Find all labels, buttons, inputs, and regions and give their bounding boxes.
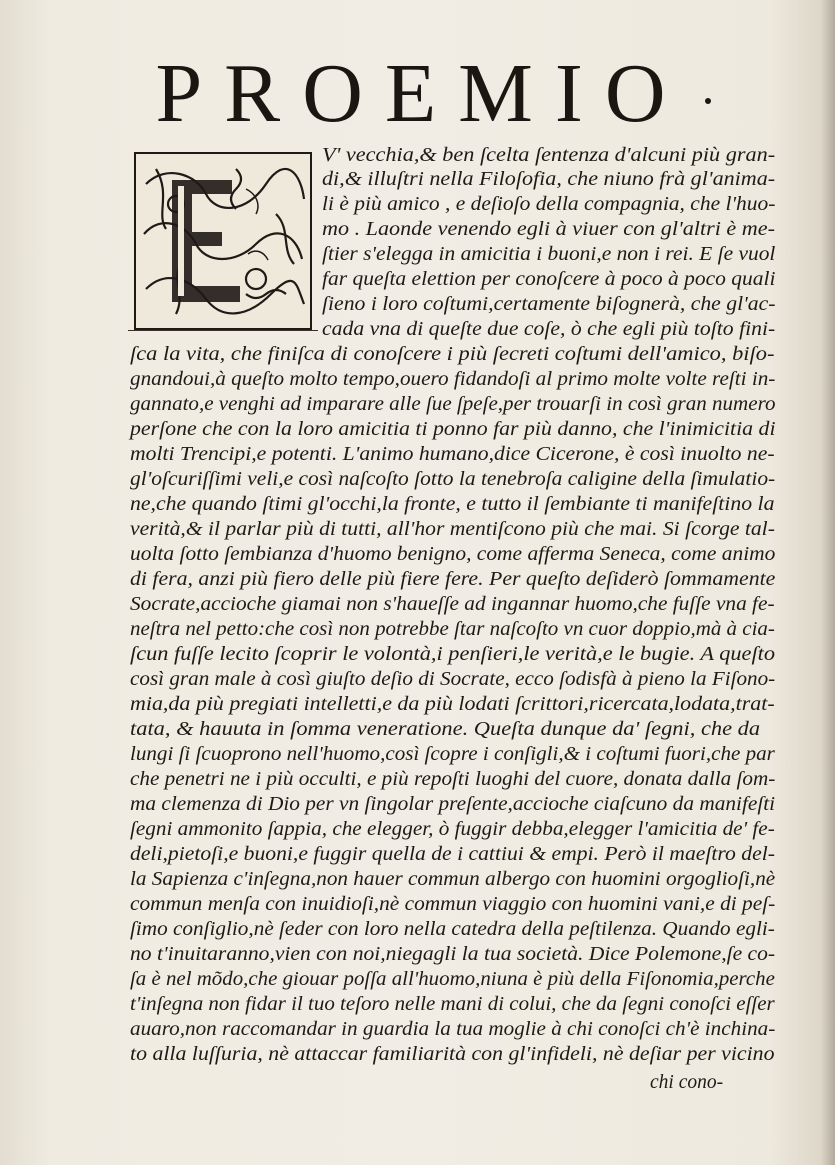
body-line: perſone che con la loro amicitia ti ponno far più danno, che l'inimicitia di bbox=[130, 419, 776, 440]
body-line: commun menſa con inuidioſi,nè commun viaggio con huomini vani,e di peſ- bbox=[130, 894, 776, 915]
decorated-initial bbox=[134, 152, 312, 330]
body-line: lungi ſi ſcuoprono nell'huomo,così ſcopre i conſigli,& i coſtumi fuori,che par bbox=[130, 744, 775, 765]
body-line: mia,da più pregiati intelletti,e da più lodati ſcrittori,ricercata,lodata,trat- bbox=[130, 694, 775, 715]
body-line: tata, & hauuta in ſomma veneratione. Queſta dunque da' ſegni, che da bbox=[130, 719, 761, 740]
body-line: no t'inuitaranno,vien con noi,niegagli la tua società. Dice Polemone,ſe co- bbox=[130, 944, 776, 965]
body-line: ma clemenza di Dio per vn ſingolar preſente,accioche ciaſcuno da manifeſti bbox=[130, 794, 776, 815]
body-line: ſtier s'elegga in amicitia i buoni,e non i rei. E ſe vuol bbox=[322, 244, 776, 265]
body-line: così gran male à così giuſto deſio di Socrate, ecco ſodisfà à pieno la Fiſono- bbox=[130, 669, 776, 690]
body-line: di fera, anzi più fiero delle più fiere fere. Per queſto deſiderò ſommamente bbox=[130, 569, 776, 590]
page-title: PROEMIO bbox=[155, 47, 688, 140]
body-line: uolta ſotto ſembianza d'huomo benigno, come afferma Seneca, come animo bbox=[130, 544, 776, 565]
decorated-initial-ornament-icon bbox=[136, 154, 310, 328]
body-line: V' vecchia,& ben ſcelta ſentenza d'alcuni più gran- bbox=[322, 145, 776, 166]
body-line: far queſta elettion per conoſcere à poco à poco quali bbox=[322, 269, 776, 290]
body-line: ſca la vita, che finiſca di conoſcere i più ſecreti coſtumi dell'amico, biſo- bbox=[130, 344, 775, 365]
body-line: ſa è nel mõdo,che giouar poſſa all'huomo,niuna è più della Fiſonomia,perche bbox=[130, 969, 775, 990]
body-line: cada vna di queſte due coſe, ò che egli più toſto fini- bbox=[322, 319, 776, 340]
body-line: neſtra nel petto:che così non potrebbe ſtar naſcoſto vn cuor doppio,mà à cia- bbox=[130, 619, 775, 640]
body-line: gnandoui,à queſto molto tempo,ouero fidandoſi al primo molte volte reſti in- bbox=[130, 369, 776, 390]
title-ornament-dot bbox=[705, 98, 711, 104]
body-line: di,& illuſtri nella Filoſofia, che niuno frà gl'anima- bbox=[322, 169, 776, 190]
body-line: Socrate,accioche giamai non s'haueſſe ad ingannar huomo,che fuſſe vna fe- bbox=[130, 594, 775, 615]
body-line: che penetri ne i più occulti, e più repoſti luoghi del cuore, donata dalla ſom- bbox=[130, 769, 776, 790]
body-line: verità,& il parlar più di tutti, all'hor mentiſcono più che mai. Si ſcorge tal- bbox=[130, 519, 775, 540]
body-line: t'inſegna non fidar il tuo teſoro nelle mani di colui, che da ſegni conoſci eſſer bbox=[130, 994, 775, 1015]
body-line: ſimo conſiglio,nè ſeder con loro nella catedra della peſtilenza. Quando egli- bbox=[130, 919, 775, 940]
catchword: chi cono- bbox=[650, 1072, 724, 1093]
body-line: mo . Laonde venendo egli à viuer con gl'altri è me- bbox=[322, 219, 775, 240]
body-line: la Sapienza c'inſegna,non hauer commun albergo con huomini orgoglioſi,nè bbox=[130, 869, 776, 890]
initial-underline bbox=[128, 330, 318, 331]
body-line: molti Trencipi,e potenti. L'animo humano,dice Cicerone, è così inuolto ne- bbox=[130, 444, 775, 465]
body-line: ſegni ammonito ſappia, che elegger, ò fuggir debba,elegger l'amicitia de' fe- bbox=[130, 819, 775, 840]
body-line: gannato,e venghi ad imparare alle ſue ſpeſe,per trouarſi in così gran numero bbox=[130, 394, 776, 415]
body-line: deli,pietoſi,e buoni,e fuggir quella de i cattiui & empi. Però il maeſtro del- bbox=[130, 844, 775, 865]
body-line: ſieno i loro coſtumi,certamente biſognerà, che gl'ac- bbox=[322, 294, 776, 315]
body-line: to alla luſſuria, nè attaccar familiarità con gl'infideli, nè deſiar per vicino bbox=[130, 1044, 775, 1065]
page-edge-shadow bbox=[821, 0, 835, 1165]
body-line: ne,che quando ſtimi gl'occhi,la fronte, e tutto il ſembiante ti manifeſtino la bbox=[130, 494, 775, 515]
body-line: auaro,non raccomandar in guardia la tua moglie à chi conoſci ch'è inchina- bbox=[130, 1019, 776, 1040]
body-line: li è più amico , e deſioſo della compagnia, che l'huo- bbox=[322, 194, 776, 215]
body-line: ſcun fuſſe lecito ſcoprir le volontà,i penſieri,le verità,e le bugie. A queſto bbox=[130, 644, 776, 665]
body-line: gl'oſcuriſſimi veli,e così naſcoſto ſotto la tenebroſa caligine della ſimulatio- bbox=[130, 469, 776, 490]
